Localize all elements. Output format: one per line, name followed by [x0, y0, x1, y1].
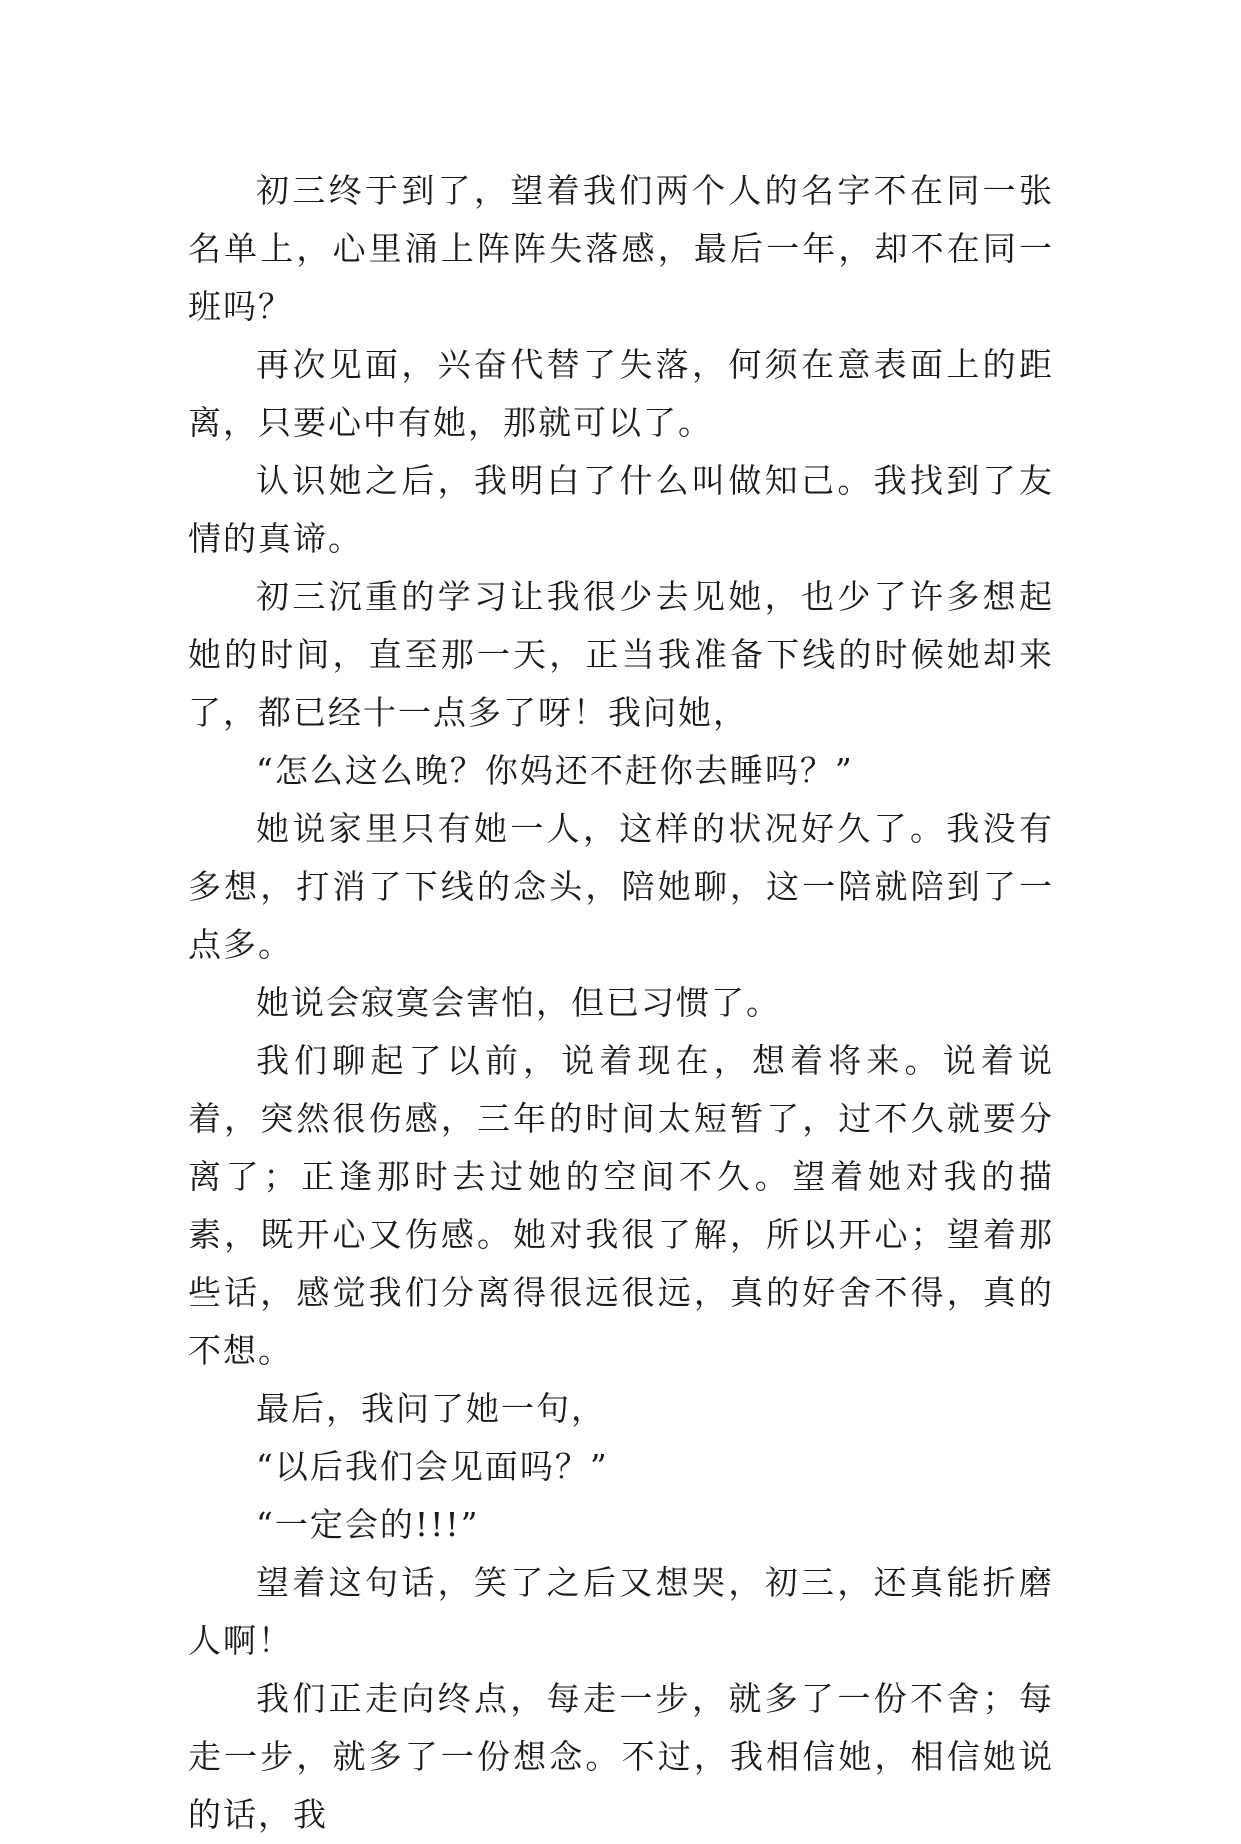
paragraph-11-quote: “一定会的!!!” — [256, 1505, 480, 1544]
paragraph-6: 她说家里只有她一人，这样的状况好久了。我没有多想，打消了下线的念头，陪她聊，这一陪就陪到了一点多。 — [188, 809, 1054, 964]
paragraph-5-quote: “怎么这么晚？你妈还不赶你去睡吗？” — [256, 751, 854, 790]
paragraph-4: 初三沉重的学习让我很少去见她，也少了许多想起她的时间，直至那一天，正当我准备下线的时候她却来了，都已经十一点多了呀！我问她， — [188, 577, 1054, 732]
paragraph-13: 我们正走向终点，每走一步，就多了一份不舍；每走一步，就多了一份想念。不过，我相信她，相信她说的话，我 — [188, 1679, 1054, 1834]
paragraph-9: 最后，我问了她一句， — [256, 1389, 606, 1428]
document-page — [188, 162, 1054, 1844]
paragraph-7: 她说会寂寞会害怕，但已习惯了。 — [256, 983, 781, 1022]
paragraph-10-quote: “以后我们会见面吗？” — [256, 1447, 609, 1486]
paragraph-12: 望着这句话，笑了之后又想哭，初三，还真能折磨人啊！ — [188, 1563, 1054, 1660]
paragraph-1: 初三终于到了，望着我们两个人的名字不在同一张名单上，心里涌上阵阵失落感，最后一年，却不在同一班吗？ — [188, 171, 1054, 326]
paragraph-2: 再次见面，兴奋代替了失落，何须在意表面上的距离，只要心中有她，那就可以了。 — [188, 345, 1054, 442]
paragraph-8: 我们聊起了以前，说着现在，想着将来。说着说着，突然很伤感，三年的时间太短暂了，过不久就要分离了；正逢那时去过她的空间不久。望着她对我的描素，既开心又伤感。她对我很了解，所以开心；望着那些话，感觉我们分离得很远很远，真的好舍不得，真的不想。 — [188, 1041, 1054, 1370]
paragraph-3: 认识她之后，我明白了什么叫做知己。我找到了友情的真谛。 — [188, 461, 1054, 558]
